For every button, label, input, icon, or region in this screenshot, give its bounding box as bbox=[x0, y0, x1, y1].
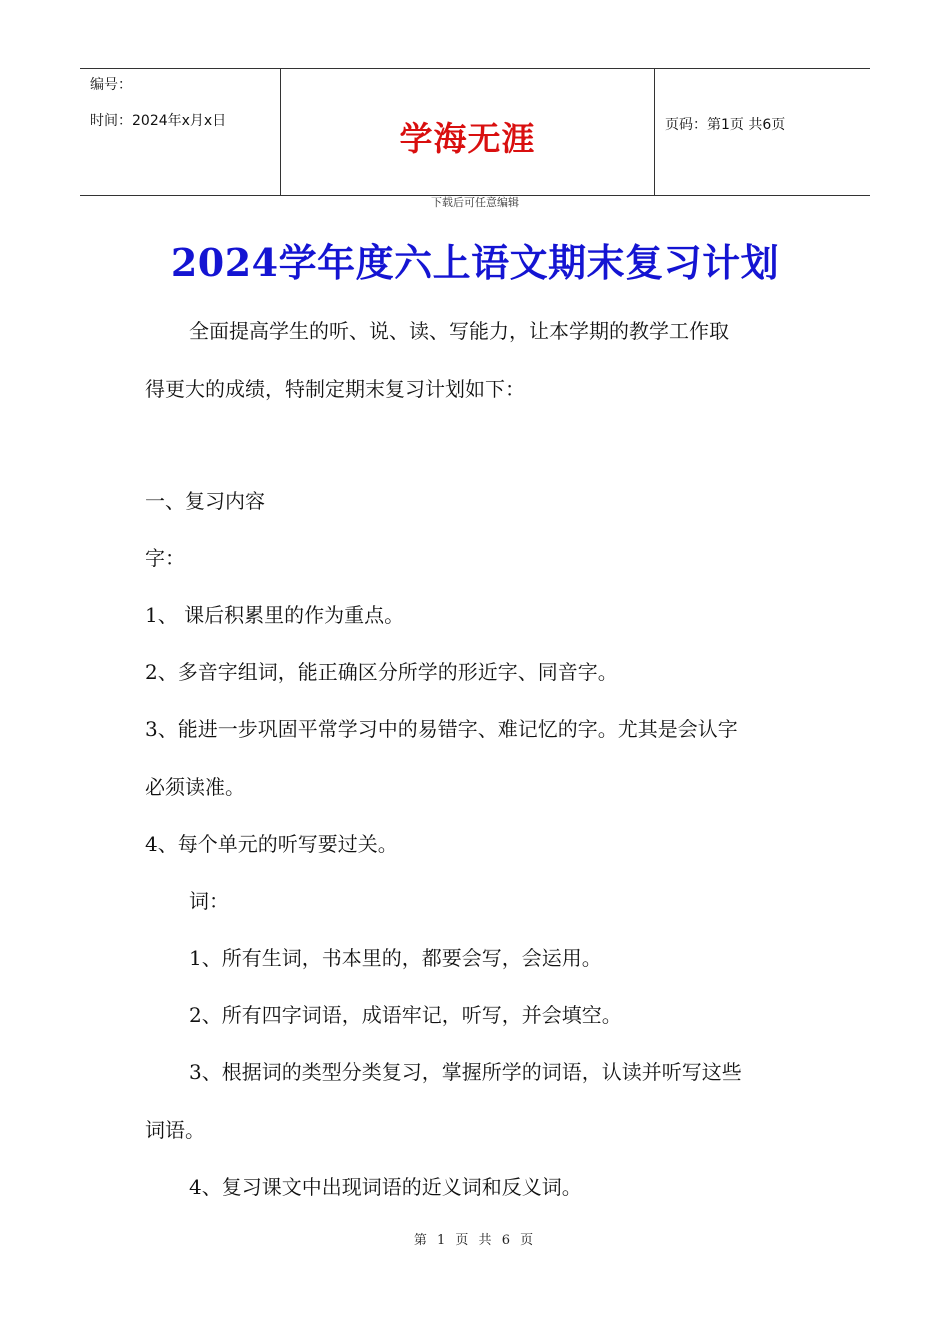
list-item: 1、所有生词，书本里的，都要会写，会运用。 bbox=[189, 946, 602, 970]
paragraph-line: 全面提高学生的听、说、读、写能力，让本学期的教学工作取 bbox=[189, 319, 729, 343]
list-item: 2、多音字组词，能正确区分所学的形近字、同音字。 bbox=[145, 660, 618, 684]
editable-note: 下载后可任意编辑 bbox=[431, 196, 519, 209]
paragraph-line: 得更大的成绩，特制定期末复习计划如下： bbox=[145, 377, 525, 401]
subsection-heading: 词： bbox=[189, 889, 229, 913]
header-right-cell bbox=[655, 69, 870, 195]
document-title: 2024学年度六上语文期末复习计划 bbox=[170, 240, 780, 285]
list-item: 2、所有四字词语，成语牢记，听写，并会填空。 bbox=[189, 1003, 622, 1027]
list-item: 3、能进一步巩固平常学习中的易错字、难记忆的字。尤其是会认字 bbox=[145, 717, 738, 741]
header-table bbox=[80, 68, 870, 196]
subsection-heading: 字： bbox=[145, 546, 185, 570]
list-item-continuation: 词语。 bbox=[145, 1118, 205, 1142]
section-heading: 一、复习内容 bbox=[145, 489, 265, 513]
number-label: 编号： bbox=[90, 77, 132, 93]
page-footer: 第 1 页 共 6 页 bbox=[413, 1233, 537, 1248]
brand-title: 学海无涯 bbox=[399, 118, 536, 158]
list-item: 1、 课后积累里的作为重点。 bbox=[145, 603, 405, 627]
list-item-continuation: 必须读准。 bbox=[145, 775, 245, 799]
header-brand-cell bbox=[281, 69, 655, 195]
time-label: 时间：2024年x月x日 bbox=[90, 113, 227, 129]
header-left-cell bbox=[80, 69, 281, 195]
list-item: 4、复习课文中出现词语的近义词和反义词。 bbox=[189, 1175, 582, 1199]
list-item: 3、根据词的类型分类复习，掌握所学的词语，认读并听写这些 bbox=[189, 1060, 742, 1084]
page-info: 页码：第1页 共6页 bbox=[665, 117, 786, 133]
list-item: 4、每个单元的听写要过关。 bbox=[145, 832, 398, 856]
